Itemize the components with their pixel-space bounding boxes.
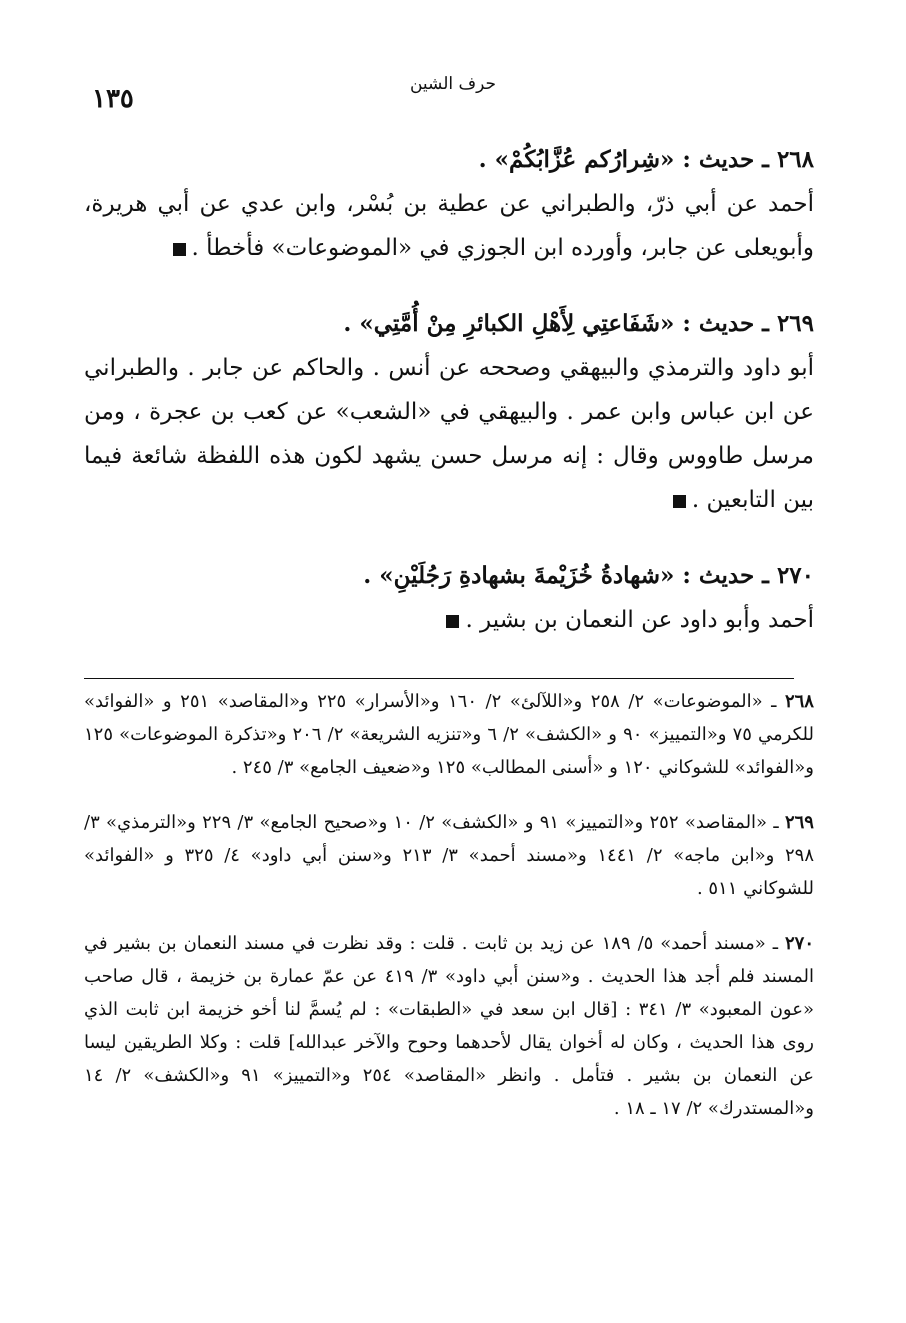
hadith-heading [84, 554, 814, 598]
footnote-text: ـ «الموضوعات» ٢/ ٢٥٨ و«اللآلئ» ٢/ ١٦٠ و«الأسرار» ٢٢٥ و«المقاصد» ٢٥١ و «الفوائد» للكرمي ٧٥ و«التمييز» ٩٠ و «الكشف» ٢/ ٦ و«تنزيه الشريعة» ٢/ ٢٠٦ و«تذكرة الموضوعات» ١٢٥ و«الفوائد» للشوكاني ١٢٠ و «أسنى المطالب» ١٢٥ و«ضعيف الجامع» ٣/ ٢٤٥ . [84, 691, 814, 778]
footnotes [84, 678, 814, 1125]
hadith-entry-269 [84, 302, 814, 522]
hadith-heading [84, 138, 814, 182]
footnote-number: ٢٧٠ [784, 933, 814, 954]
entry-number: ٢٦٨ [776, 146, 814, 173]
hadith-text: «شَفَاعتِي لِأَهْلِ الكبائرِ مِنْ أُمَّتِي» . [343, 310, 675, 337]
end-square-icon [673, 495, 686, 508]
entry-body-text: أحمد عن أبي ذرّ، والطبراني عن عطية بن بُسْر، وابن عدي عن أبي هريرة، وأبويعلى عن جابر، وأورده ابن الجوزي في «الموضوعات» فأخطأ . [84, 191, 814, 261]
entry-label: ـ حديث : [682, 146, 769, 173]
entry-number: ٢٦٩ [776, 310, 814, 337]
entry-body [84, 598, 814, 642]
end-square-icon [173, 243, 186, 256]
footnote-number: ٢٦٩ [784, 812, 814, 833]
entry-body-text: أبو داود والترمذي والبيهقي وصححه عن أنس . والحاكم عن جابر . والطبراني عن ابن عباس وابن عمر . والبيهقي في «الشعب» عن كعب بن عجرة ، ومن مرسل طاووس وقال : إنه مرسل حسن يشهد لكون هذه اللفظة شائعة فيما بين التابعين . [84, 355, 814, 513]
end-square-icon [446, 615, 459, 628]
entry-body [84, 182, 814, 270]
entry-body [84, 346, 814, 522]
running-title: حرف الشين [409, 74, 497, 94]
footnote-text: ـ «مسند أحمد» ٥/ ١٨٩ عن زيد بن ثابت . قلت : وقد نظرت في مسند النعمان بن بشير في المسند فلم أجد هذا الحديث . و«سنن أبي داود» ٣/ ٤١٩ عن عمّ عمارة بن خزيمة ، قال صاحب «عون المعبود» ٣/ ٣٤١ : [قال ابن سعد في «الطبقات» : لم يُسمَّ لنا أخو خزيمة ابن ثابت الذي روى هذا الحديث ، وكان له أخوان يقال لأحدهما وحوح والآخر عبدالله] قلت : وكلا الطريقين ليسا عن النعمان بن بشير . فتأمل . وانظر «المقاصد» ٢٥٤ و«التمييز» ٩١ و«الكشف» ٢/ ١٤ و«المستدرك» ٢/ ١٧ ـ ١٨ . [84, 933, 815, 1119]
hadith-entry-270 [84, 554, 814, 642]
hadith-text: «شهادةُ خُزَيْمةَ بشهادةِ رَجُلَيْنِ» . [363, 562, 675, 589]
entry-label: ـ حديث : [682, 562, 769, 589]
hadith-entry-268 [84, 138, 814, 270]
entry-label: ـ حديث : [682, 310, 769, 337]
page-number: ١٣٥ [92, 84, 134, 114]
hadith-text: «شِرارُكم عُزَّابُكُمْ» . [478, 146, 675, 173]
entry-body-text: أحمد وأبو داود عن النعمان بن بشير . [465, 607, 814, 633]
hadith-heading [84, 302, 814, 346]
footnote-number: ٢٦٨ [784, 691, 814, 712]
footnote-268 [84, 685, 814, 784]
footnote-text: ـ «المقاصد» ٢٥٢ و«التمييز» ٩١ و «الكشف» ٢/ ١٠ و«صحيح الجامع» ٣/ ٢٢٩ و«الترمذي» ٣/ ٢٩٨ و«ابن ماجه» ٢/ ١٤٤١ و«مسند أحمد» ٣/ ٢١٣ و«سنن أبي داود» ٤/ ٣٢٥ و «الفوائد» للشوكاني ٥١١ . [84, 812, 814, 899]
footnote-270 [84, 927, 814, 1125]
entry-number: ٢٧٠ [776, 562, 814, 589]
main-text [84, 138, 814, 642]
footnote-rule [84, 678, 794, 679]
footnote-269 [84, 806, 814, 905]
